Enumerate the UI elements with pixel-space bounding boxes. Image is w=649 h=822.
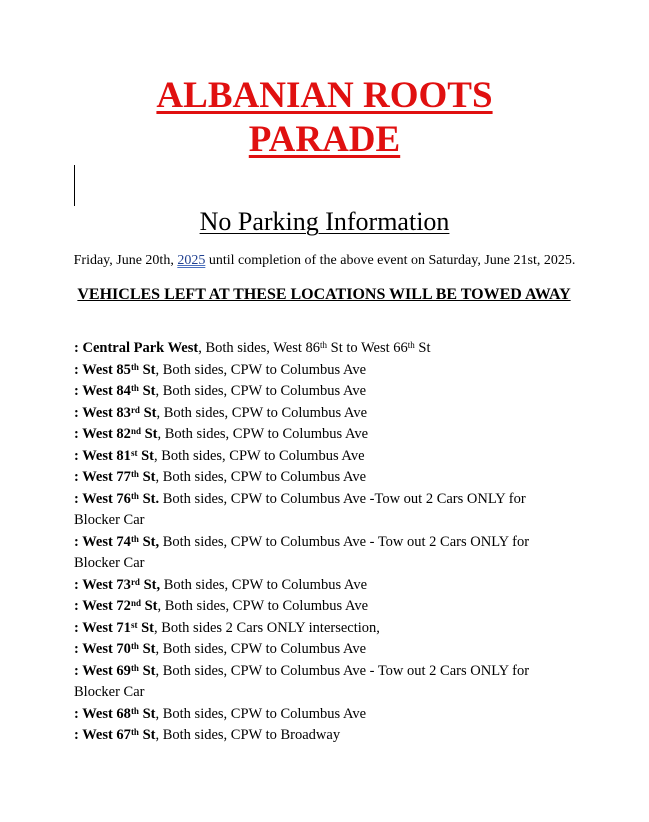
list-item bbox=[74, 360, 574, 382]
list-item bbox=[74, 704, 574, 726]
ordinal-suffix: th bbox=[130, 662, 139, 673]
street-name: West 82 bbox=[82, 426, 131, 442]
list-item bbox=[74, 618, 574, 640]
street-name: West 67 bbox=[82, 727, 131, 743]
ordinal-suffix: th bbox=[130, 469, 139, 479]
street-name: West 81 bbox=[82, 447, 131, 464]
street-suffix: St bbox=[138, 641, 156, 657]
ordinal-suffix: th bbox=[130, 705, 139, 716]
street-description: , Both sides, CPW to Columbus Ave bbox=[155, 641, 367, 657]
street-suffix: St bbox=[138, 705, 156, 722]
ordinal-suffix: th bbox=[130, 641, 139, 651]
street-description: , Both sides, CPW to Columbus Ave bbox=[153, 447, 365, 464]
street-suffix: St bbox=[140, 598, 158, 614]
ordinal-suffix: th bbox=[130, 383, 139, 393]
ordinal-suffix: th bbox=[130, 361, 139, 372]
street-suffix: St bbox=[139, 404, 157, 421]
list-item bbox=[74, 532, 574, 575]
street-suffix: St bbox=[138, 469, 156, 485]
street-name: West 76 bbox=[82, 490, 131, 507]
street-description: , Both sides, West 86 bbox=[198, 340, 321, 356]
date-line-start: Friday, June 20th, bbox=[73, 253, 178, 268]
street-description: , Both sides, CPW to Columbus Ave bbox=[155, 361, 367, 378]
ordinal-suffix: th bbox=[130, 490, 139, 501]
list-item bbox=[74, 467, 574, 489]
list-item bbox=[74, 639, 574, 661]
street-suffix: St bbox=[137, 619, 154, 636]
street-name: West 85 bbox=[82, 361, 131, 378]
street-description: , Both sides 2 Cars ONLY intersection, bbox=[153, 619, 380, 636]
street-name: West 71 bbox=[82, 619, 131, 636]
street-name: West 73 bbox=[82, 576, 131, 593]
ordinal-suffix: nd bbox=[130, 426, 141, 436]
item-bullet: : bbox=[74, 727, 83, 743]
street-description: , Both sides, CPW to Columbus Ave bbox=[155, 383, 367, 399]
list-item bbox=[74, 446, 574, 468]
list-item bbox=[74, 596, 574, 618]
list-item bbox=[74, 661, 574, 704]
list-item bbox=[74, 424, 574, 446]
street-suffix: St bbox=[138, 727, 156, 743]
street-suffix: St bbox=[137, 447, 154, 464]
list-item bbox=[74, 725, 574, 747]
street-name: West 83 bbox=[82, 404, 131, 421]
street-description: St bbox=[414, 340, 431, 356]
title-line-1: ALBANIAN ROOTS bbox=[156, 75, 493, 116]
item-bullet: : bbox=[74, 404, 83, 421]
street-list bbox=[74, 338, 574, 747]
ordinal-suffix: rd bbox=[130, 576, 140, 587]
ordinal-suffix: st bbox=[130, 447, 138, 458]
street-description: Both sides, CPW to Columbus Ave bbox=[160, 576, 368, 593]
date-year: 2025 bbox=[177, 253, 206, 268]
ordinal-suffix: th bbox=[130, 727, 139, 737]
list-item bbox=[74, 403, 574, 425]
street-suffix: St bbox=[138, 383, 156, 399]
item-bullet: : bbox=[74, 533, 83, 550]
street-description: Both sides, CPW to Columbus Ave - Tow out 2 Cars ONLY for Blocker Car bbox=[74, 533, 530, 571]
street-description: St to West 66 bbox=[327, 340, 408, 356]
document-title bbox=[0, 74, 649, 162]
item-bullet: : bbox=[74, 641, 83, 657]
subtitle: No Parking Information bbox=[199, 207, 450, 236]
title-line-2: PARADE bbox=[248, 119, 401, 160]
street-suffix: St, bbox=[139, 576, 161, 593]
street-suffix: St. bbox=[138, 490, 160, 507]
item-bullet: : bbox=[74, 576, 83, 593]
street-name: West 84 bbox=[82, 383, 131, 399]
tow-warning: VEHICLES LEFT AT THESE LOCATIONS WILL BE TOWED AWAY bbox=[77, 286, 571, 303]
street-description: Both sides, CPW to Columbus Ave -Tow out 2 Cars ONLY for Blocker Car bbox=[74, 490, 526, 528]
street-name: West 69 bbox=[82, 662, 131, 679]
street-suffix: St bbox=[138, 361, 156, 378]
street-description: , Both sides, CPW to Columbus Ave - Tow out 2 Cars ONLY for Blocker Car bbox=[74, 662, 530, 700]
item-bullet: : bbox=[74, 469, 83, 485]
street-suffix: St bbox=[140, 426, 158, 442]
item-bullet: : bbox=[74, 619, 83, 636]
ordinal-suffix: th bbox=[407, 340, 415, 350]
item-bullet: : bbox=[74, 426, 83, 442]
item-bullet: : bbox=[74, 598, 83, 614]
street-name: West 68 bbox=[82, 705, 131, 722]
item-bullet: : bbox=[74, 447, 83, 464]
street-name: West 70 bbox=[82, 641, 131, 657]
ordinal-suffix: nd bbox=[130, 598, 141, 608]
list-item bbox=[74, 381, 574, 403]
date-line bbox=[0, 251, 649, 271]
street-suffix: St, bbox=[138, 533, 160, 550]
street-description: , Both sides, CPW to Broadway bbox=[155, 727, 341, 743]
street-name: Central Park West bbox=[82, 340, 199, 356]
street-description: , Both sides, CPW to Columbus Ave bbox=[157, 426, 369, 442]
date-line-end: until completion of the above event on Saturday, June 21st, 2025. bbox=[205, 253, 576, 268]
street-name: West 72 bbox=[82, 598, 131, 614]
item-bullet: : bbox=[74, 705, 83, 722]
street-name: West 77 bbox=[82, 469, 131, 485]
street-suffix: St bbox=[138, 662, 156, 679]
item-bullet: : bbox=[74, 383, 83, 399]
text-cursor bbox=[74, 165, 75, 206]
item-bullet: : bbox=[74, 490, 83, 507]
ordinal-suffix: st bbox=[130, 619, 138, 630]
ordinal-suffix: th bbox=[320, 340, 328, 350]
street-description: , Both sides, CPW to Columbus Ave bbox=[155, 705, 367, 722]
street-name: West 74 bbox=[82, 533, 131, 550]
list-item bbox=[74, 338, 574, 360]
street-description: , Both sides, CPW to Columbus Ave bbox=[155, 469, 367, 485]
street-description: , Both sides, CPW to Columbus Ave bbox=[156, 404, 368, 421]
ordinal-suffix: th bbox=[130, 533, 139, 544]
street-description: , Both sides, CPW to Columbus Ave bbox=[157, 598, 369, 614]
list-item bbox=[74, 575, 574, 597]
list-item bbox=[74, 489, 574, 532]
item-bullet: : bbox=[74, 361, 83, 378]
item-bullet: : bbox=[74, 340, 83, 356]
item-bullet: : bbox=[74, 662, 83, 679]
ordinal-suffix: rd bbox=[130, 404, 140, 415]
